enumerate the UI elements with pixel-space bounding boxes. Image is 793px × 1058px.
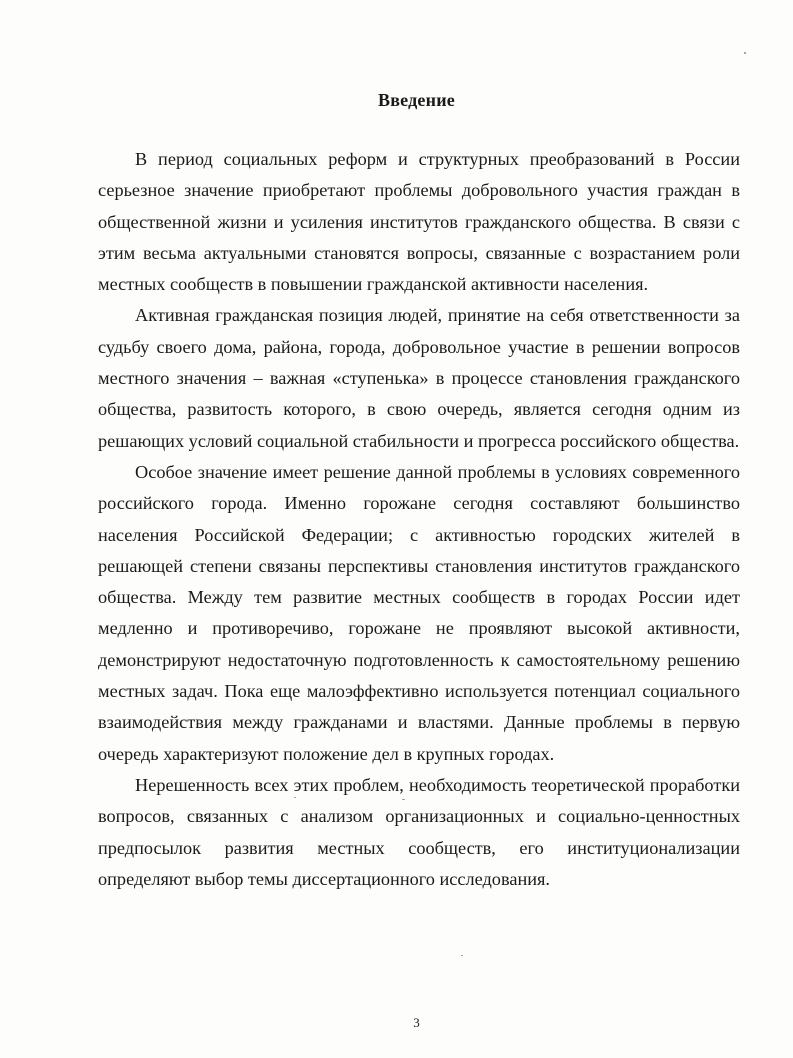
section-heading: Введение xyxy=(378,90,455,110)
paragraph-2: Активная гражданская позиция людей, принятие на себя ответственности за судьбу своего дома, района, города, добровольное участие в решении вопросов местного значения – важная «ступенька» в процессе становления гражданского общества, развитость которого, в свою очередь, является сегодня одним из решающих условий социальной стабильности и прогресса российского общества. xyxy=(98,305,740,451)
scan-speck xyxy=(461,955,463,956)
page-number: 3 xyxy=(413,1015,420,1030)
paragraph-3: Особое значение имеет решение данной проблемы в условиях современного российского города. Именно горожане сегодня составляют большинство населения Российской Федерации; с активностью городских жителей в решающей степени связаны перспективы становления институтов гражданского общества. Между тем развитие местных сообществ в городах России идет медленно и противоречиво, горожане не проявляют высокой активности, демонстрируют недостаточную подготовленность к самостоятельному решению местных задач. Пока еще малоэффективно используется потенциал социального взаимодействия между гражданами и властями. Данные проблемы в первую очередь характеризуют положение дел в крупных городах. xyxy=(98,461,740,764)
scan-speck xyxy=(294,797,296,798)
paragraph-4: Нерешенность всех этих проблем, необходимость теоретической проработки вопросов, связанных с анализом организационных и социально-ценностных предпосылок развития местных сообществ, его институционализации определяют выбор темы диссертационного исследования. xyxy=(98,774,740,889)
scan-speck xyxy=(402,799,405,800)
scan-speck xyxy=(744,52,746,54)
paragraph-1: В период социальных реформ и структурных преобразований в России серьезное значение приобретают проблемы добровольного участия граждан в общественной жизни и усиления институтов гражданского общества. В связи с этим весьма актуальными становятся вопросы, связанные с возрастанием роли местных сообществ в повышении гражданской активности населения. xyxy=(98,149,740,295)
body-text xyxy=(98,144,740,895)
